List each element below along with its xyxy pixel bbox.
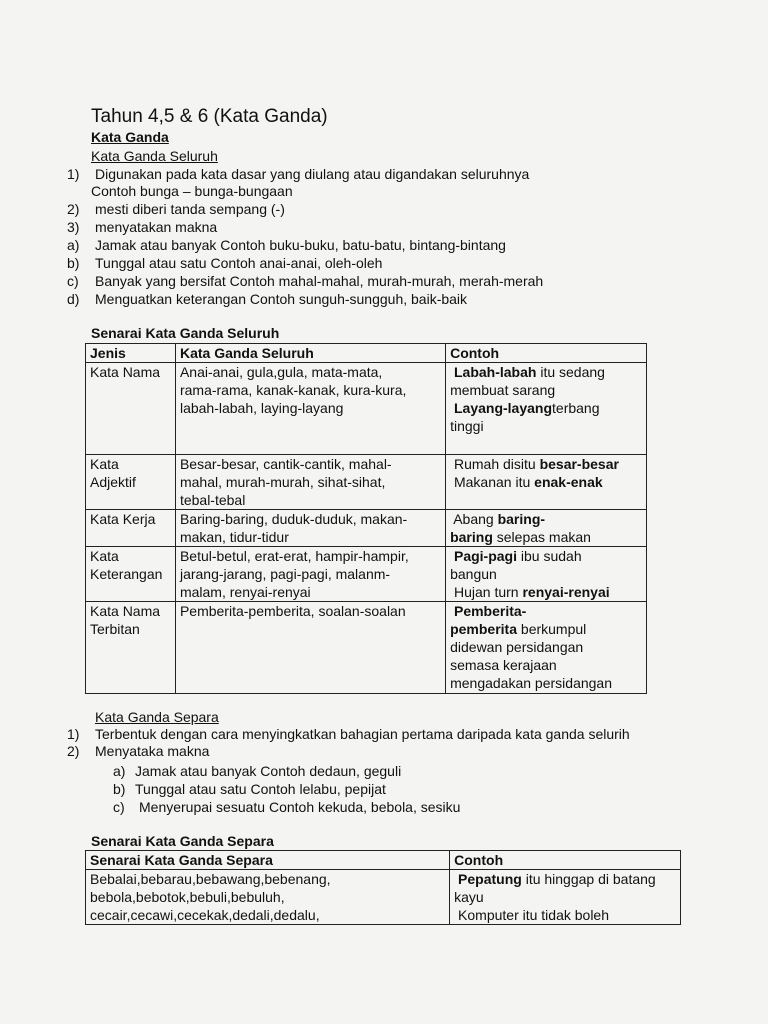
example-text: mengadakan persidangan [450, 675, 612, 691]
table-cell [86, 455, 176, 510]
bold-example-word: besar-besar [539, 456, 619, 472]
table-row [86, 547, 647, 602]
list-item: menyatakan makna [95, 219, 218, 235]
list-marker: 3) [67, 219, 80, 235]
cell-line: Anai-anai, gula,gula, mata-mata, [179, 364, 383, 380]
bold-example-word: baring [450, 529, 493, 545]
table-cell [86, 870, 450, 925]
section-heading: Kata Ganda [91, 129, 169, 145]
example-text: berkumpul [517, 621, 587, 637]
cell-line: Terbitan [90, 621, 140, 637]
example-line [450, 547, 642, 565]
example-line [450, 583, 642, 601]
cell-line: labah-labah, laying-layang [179, 400, 344, 416]
example-line [450, 399, 642, 417]
example-line [450, 455, 642, 473]
example-text: Makanan itu [450, 474, 535, 490]
list-item: Jamak atau banyak Contoh dedaun, geguli [135, 763, 402, 779]
table-cell [86, 547, 176, 602]
example-text: Hujan turn [450, 584, 523, 600]
list-item: Tunggal atau satu Contoh anai-anai, oleh-oleh [95, 255, 383, 271]
bold-example-word: Pagi-pagi [450, 548, 517, 564]
example-cell [446, 602, 647, 694]
list-item: Digunakan pada kata dasar yang diulang atau digandakan seluruhnya [95, 166, 530, 182]
table2-caption: Senarai Kata Ganda Separa [91, 833, 274, 849]
table-cell [86, 510, 176, 547]
example-line [450, 620, 642, 638]
cell-line: Besar-besar, cantik-cantik, mahal- [179, 456, 392, 472]
table-cell [86, 363, 176, 455]
column-header: Senarai Kata Ganda Separa [86, 851, 450, 870]
cell-line: Kata Kerja [90, 511, 156, 527]
example-line [450, 381, 642, 399]
table-row [86, 870, 681, 925]
example-text: tinggi [450, 418, 484, 434]
table-row [86, 510, 647, 547]
list-marker: b) [113, 781, 126, 797]
example-line [450, 602, 642, 620]
example-cell [446, 363, 647, 455]
example-cell [446, 547, 647, 602]
example-line [450, 638, 642, 656]
example-text: Komputer itu tidak boleh [454, 907, 610, 923]
example-line [450, 417, 642, 435]
cell-line: tebal-tebal [179, 492, 246, 508]
bold-example-word: Pemberita- [450, 603, 527, 619]
cell-line: mahal, murah-murah, sihat-sihat, [179, 474, 386, 490]
example-cell [446, 455, 647, 510]
kata-ganda-separa-table [85, 850, 681, 925]
table-cell [175, 547, 445, 602]
example-cell [446, 510, 647, 547]
table-row [86, 363, 647, 455]
table-header-row [86, 851, 681, 870]
column-header: Contoh [446, 344, 647, 363]
example-line [450, 565, 642, 583]
example-line [454, 906, 676, 924]
cell-line: makan, tidur-tidur [179, 529, 289, 545]
example-text: semasa kerajaan [450, 657, 557, 673]
column-header: Jenis [86, 344, 176, 363]
list-marker: c) [67, 273, 79, 289]
example-text: kayu [454, 889, 484, 905]
table-header-row [86, 344, 647, 363]
cell-line: Kata [90, 548, 119, 564]
example-line [450, 528, 642, 546]
column-header: Kata Ganda Seluruh [175, 344, 445, 363]
cell-line: cecair,cecawi,cecekak,dedali,dedalu, [90, 907, 320, 923]
example-line [450, 473, 642, 491]
table-cell [175, 602, 445, 694]
bold-example-word: Pepatung [454, 871, 522, 887]
list-item: Jamak atau banyak Contoh buku-buku, batu-batu, bintang-bintang [95, 237, 506, 253]
example-line [450, 510, 642, 528]
list-marker: a) [113, 763, 126, 779]
cell-line: Bebalai,bebarau,bebawang,bebenang, [90, 871, 331, 887]
table-cell [86, 602, 176, 694]
cell-line: Keterangan [90, 566, 163, 582]
example-text: ibu sudah [517, 548, 582, 564]
example-text: membuat sarang [450, 382, 556, 398]
table-cell [175, 455, 445, 510]
list-marker: b) [67, 255, 80, 271]
cell-line: rama-rama, kanak-kanak, kura-kura, [179, 382, 407, 398]
column-header: Contoh [450, 851, 681, 870]
kata-ganda-seluruh-table [85, 343, 647, 694]
cell-line: Betul-betul, erat-erat, hampir-hampir, [179, 548, 409, 564]
table-cell [175, 363, 445, 455]
list-item: mesti diberi tanda sempang (-) [95, 201, 285, 217]
table-row [86, 455, 647, 510]
section-subheading: Kata Ganda Seluruh [91, 148, 218, 164]
example-text: itu hinggap di batang [521, 871, 656, 887]
cell-line: Kata Nama [90, 603, 161, 619]
cell-line: bebola,bebotok,bebuli,bebuluh, [90, 889, 285, 905]
list-item: Menyataka makna [95, 743, 210, 759]
list-marker: c) [113, 799, 125, 815]
cell-line: Pemberita-pemberita, soalan-soalan [179, 603, 406, 619]
table1-caption: Senarai Kata Ganda Seluruh [91, 325, 280, 341]
table-cell [175, 510, 445, 547]
cell-line: Baring-baring, duduk-duduk, makan- [179, 511, 408, 527]
list-marker: a) [67, 237, 80, 253]
example-text: selepas makan [492, 529, 591, 545]
bold-example-word: pemberita [450, 621, 518, 637]
bold-example-word: Layang-layang [450, 400, 553, 416]
section-subheading: Kata Ganda Separa [95, 709, 219, 725]
bold-example-word: renyai-renyai [522, 584, 610, 600]
list-item: Contoh bunga – bunga-bungaan [91, 183, 293, 199]
cell-line: malam, renyai-renyai [179, 584, 311, 600]
example-text: Abang [450, 511, 498, 527]
example-text: didewan persidangan [450, 639, 584, 655]
list-item: Menguatkan keterangan Contoh sunguh-sungguh, baik-baik [95, 291, 468, 307]
example-text: itu sedang [536, 364, 605, 380]
list-item: Tunggal atau satu Contoh lelabu, pepijat [135, 781, 386, 797]
example-line [450, 656, 642, 674]
list-marker: 1) [67, 726, 80, 742]
bold-example-word: enak-enak [534, 474, 603, 490]
example-text: Rumah disitu [450, 456, 540, 472]
example-line [454, 870, 676, 888]
bold-example-word: baring- [497, 511, 546, 527]
table-row [86, 602, 647, 694]
list-marker: 2) [67, 201, 80, 217]
example-cell [450, 870, 681, 925]
example-line [450, 674, 642, 692]
list-marker: d) [67, 291, 80, 307]
cell-line: Kata Nama [90, 364, 161, 380]
cell-line: jarang-jarang, pagi-pagi, malanm- [179, 566, 391, 582]
list-marker: 1) [67, 166, 80, 182]
example-text: terbang [552, 400, 600, 416]
example-line [450, 363, 642, 381]
cell-line: Adjektif [90, 474, 136, 490]
example-text: bangun [450, 566, 497, 582]
list-item: Banyak yang bersifat Contoh mahal-mahal, murah-murah, merah-merah [95, 273, 544, 289]
example-line [454, 888, 676, 906]
list-item: Terbentuk dengan cara menyingkatkan bahagian pertama daripada kata ganda selurih [95, 726, 630, 742]
page-title: Tahun 4,5 & 6 (Kata Ganda) [91, 106, 328, 127]
bold-example-word: Labah-labah [450, 364, 537, 380]
list-marker: 2) [67, 743, 80, 759]
cell-line: Kata [90, 456, 119, 472]
list-item: Menyerupai sesuatu Contoh kekuda, bebola, sesiku [139, 799, 461, 815]
